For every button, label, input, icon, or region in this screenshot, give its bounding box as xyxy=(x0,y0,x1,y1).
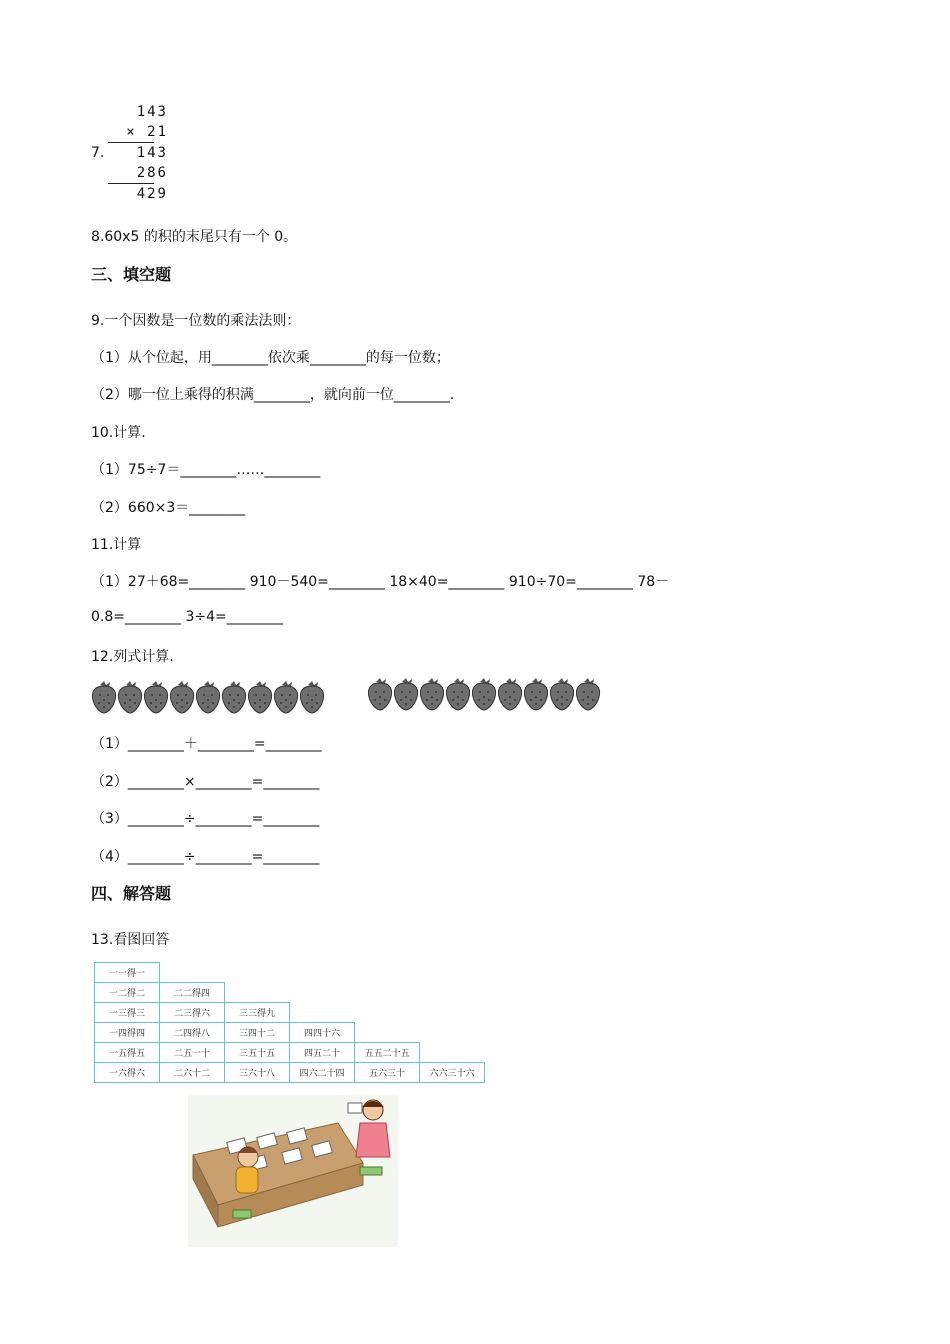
q11-line-2: 0.8=________ 3÷4=________ xyxy=(91,609,283,625)
strawberry-icon xyxy=(274,680,299,714)
table-row xyxy=(95,963,485,983)
q10-line-1: （1）75÷7＝________……________ xyxy=(91,462,321,478)
strawberry-icon xyxy=(498,677,523,711)
q12-line-2: （2）________×________=________ xyxy=(91,774,320,790)
strawberry-icon xyxy=(446,677,471,711)
table-cell: 一一得一 xyxy=(95,963,160,983)
table-cell: 五六三十 xyxy=(355,1063,420,1083)
strawberry-icon xyxy=(472,677,497,711)
q11-title: 11.计算 xyxy=(91,537,142,553)
table-row xyxy=(95,1043,485,1063)
strawberry-icon xyxy=(248,680,273,714)
table-row xyxy=(95,1063,485,1083)
table-cell: 三四十二 xyxy=(225,1023,290,1043)
table-cell: 二五一十 xyxy=(160,1043,225,1063)
q7-number: 7. xyxy=(91,145,105,161)
strawberry-icon xyxy=(170,680,195,714)
table-cell: 三三得九 xyxy=(225,1003,290,1023)
table-row xyxy=(95,983,485,1003)
table-row xyxy=(95,1023,485,1043)
table-cell: 四六二十四 xyxy=(290,1063,355,1083)
table-cell: 三五十五 xyxy=(225,1043,290,1063)
strawberry-icon xyxy=(222,680,247,714)
table-cell: 一二得二 xyxy=(95,983,160,1003)
q7-row: 143 xyxy=(136,145,168,161)
q7-row: 429 xyxy=(136,186,168,202)
strawberry-group-1 xyxy=(92,680,325,714)
table-cell: 四五二十 xyxy=(290,1043,355,1063)
table-row xyxy=(95,1003,485,1023)
q10-line-2: （2）660×3＝________ xyxy=(91,500,246,516)
strawberry-icon xyxy=(394,677,419,711)
table-cell: 二六十二 xyxy=(160,1063,225,1083)
q7-row: 143 xyxy=(136,104,168,120)
table-cell: 二三得六 xyxy=(160,1003,225,1023)
children-cards-illustration xyxy=(188,1095,398,1247)
q12-line-3: （3）________÷________=________ xyxy=(91,811,320,827)
strawberry-icon xyxy=(144,680,169,714)
table-cell: 一六得六 xyxy=(95,1063,160,1083)
table-cell: 一五得五 xyxy=(95,1043,160,1063)
table-cell: 二二得四 xyxy=(160,983,225,1003)
q9-line-2: （2）哪一位上乘得的积满________，就向前一位________. xyxy=(91,387,455,403)
table-cell: 一三得三 xyxy=(95,1003,160,1023)
multiplication-table xyxy=(94,962,485,1083)
strawberry-icon xyxy=(92,680,117,714)
strawberry-icon xyxy=(196,680,221,714)
section-4-heading: 四、解答题 xyxy=(91,884,172,903)
q12-line-1: （1）________＋________=________ xyxy=(91,736,322,752)
q12-title: 12.列式计算. xyxy=(91,649,174,665)
strawberry-icon xyxy=(550,677,575,711)
strawberry-icon xyxy=(368,677,393,711)
q12-line-4: （4）________÷________=________ xyxy=(91,849,320,865)
table-cell: 一四得四 xyxy=(95,1023,160,1043)
table-cell: 五五二十五 xyxy=(355,1043,420,1063)
table-cell: 二四得八 xyxy=(160,1023,225,1043)
table-cell: 四四十六 xyxy=(290,1023,355,1043)
q9-line-1: （1）从个位起，用________依次乘________的每一位数； xyxy=(91,350,450,366)
table-cell: 三六十八 xyxy=(225,1063,290,1083)
section-3-heading: 三、填空题 xyxy=(91,265,172,284)
q8-text: 8.60x5 的积的末尾只有一个 0。 xyxy=(91,229,298,245)
strawberry-group-2 xyxy=(368,677,601,711)
strawberry-icon xyxy=(576,677,601,711)
q7-vertical-calc xyxy=(108,102,168,204)
strawberry-icon xyxy=(118,680,143,714)
table-cell: 六六三十六 xyxy=(420,1063,485,1083)
q13-title: 13.看图回答 xyxy=(91,932,170,948)
strawberry-icon xyxy=(300,680,325,714)
q7-row: × 21 xyxy=(126,124,168,140)
strawberry-icon xyxy=(524,677,549,711)
q10-title: 10.计算. xyxy=(91,425,146,441)
q9-title: 9.一个因数是一位数的乘法法则： xyxy=(91,313,301,329)
q7-row: 286 xyxy=(136,165,168,181)
strawberry-icon xyxy=(420,677,445,711)
q11-line-1: （1）27＋68=________ 910－540=________ 18×40=________ 910÷70=________ 78－ xyxy=(91,574,670,590)
